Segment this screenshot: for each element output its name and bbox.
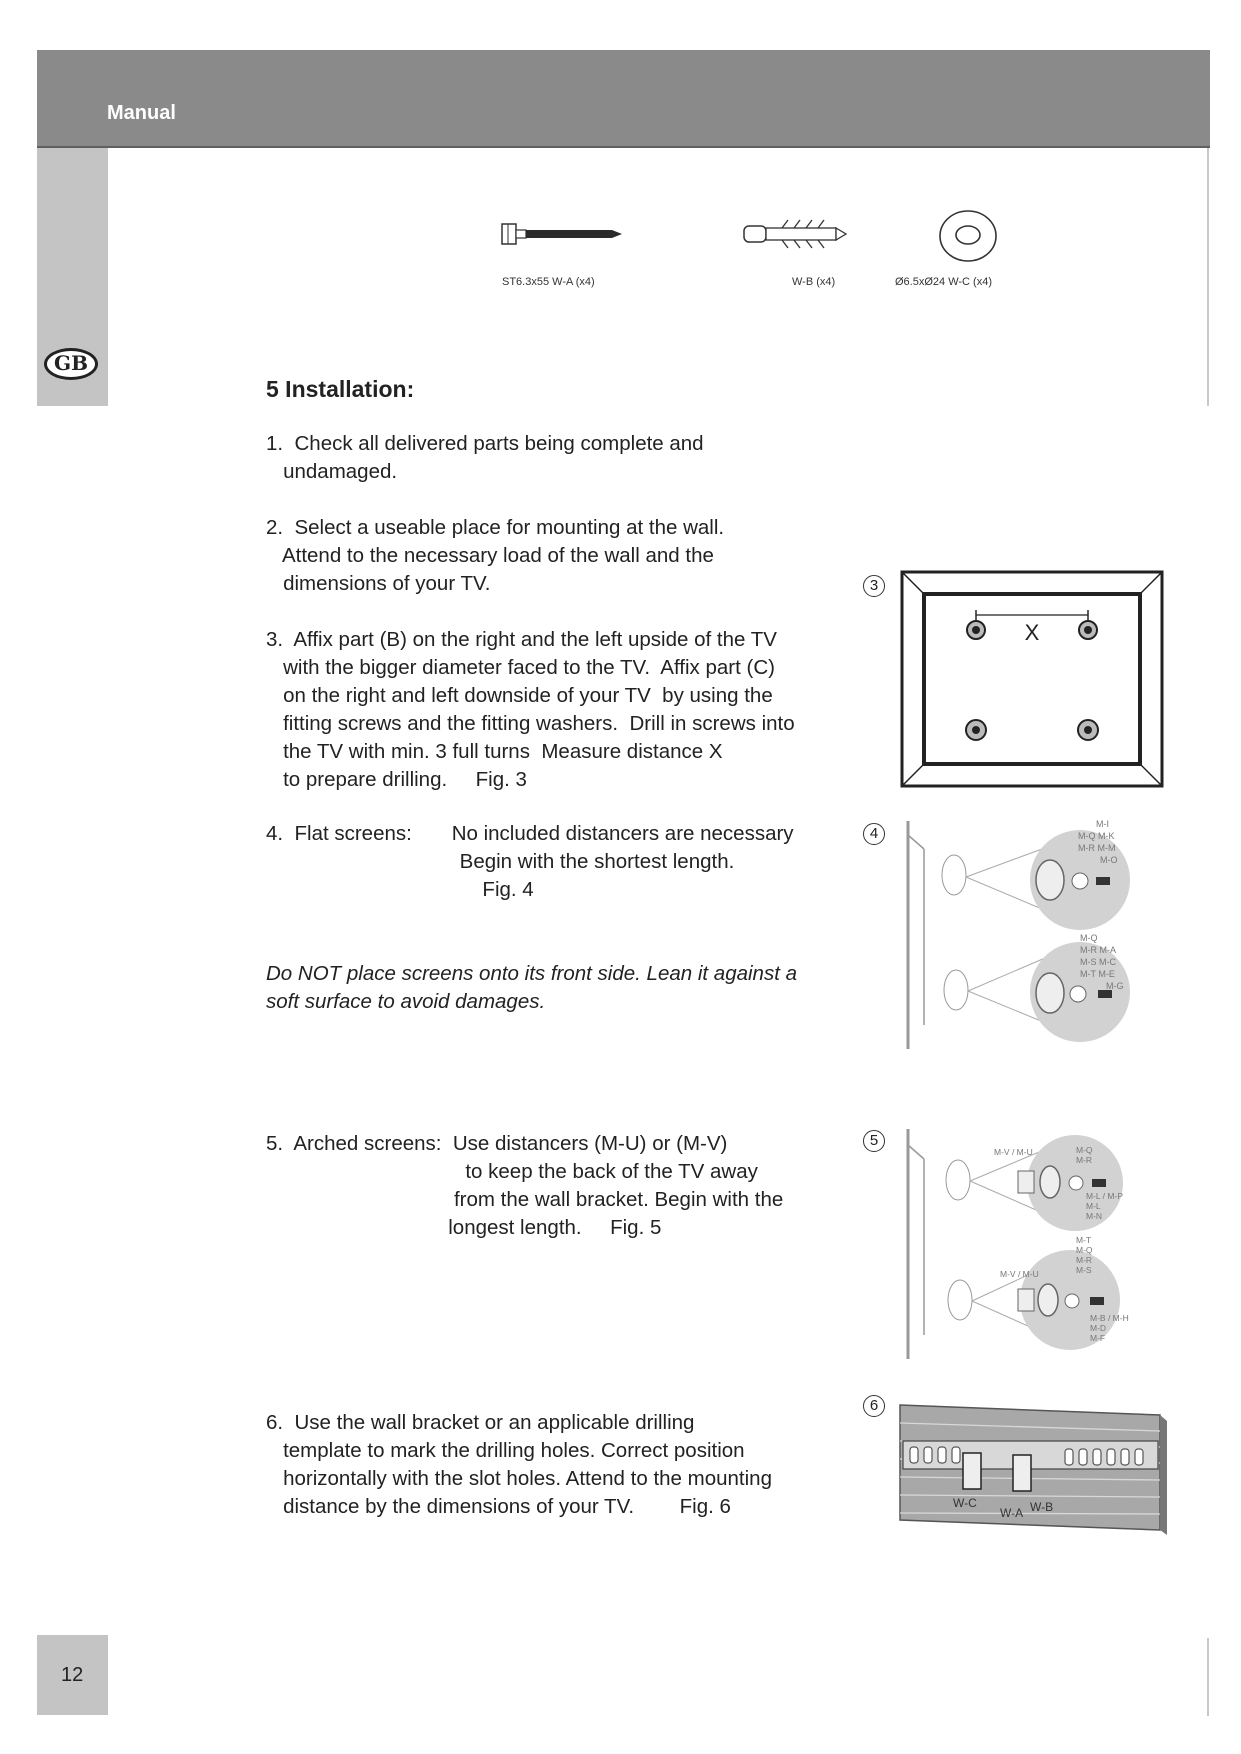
fig6-label: W-A <box>1000 1506 1024 1520</box>
step-5: 5. Arched screens: Use distancers (M-U) or (M-V) to keep the back of the TV away from the wall bracket. Begin with the longest length. Fig. 5 <box>266 1132 784 1239</box>
warning-note: Do NOT place screens onto its front side. Lean it against a soft surface to avoid damages. <box>266 962 797 1013</box>
fig5-label: M-R <box>1076 1255 1093 1265</box>
step-3: 3. Affix part (B) on the right and the left upside of the TV with the bigger diameter faced to the TV. Affix part (C) on the right and left downside of your TV by using the fitting screws and the fitting washers. Drill in screws into the TV with min. 3 full turns Measure distance X to prepare drilling. Fig. 3 <box>266 628 795 791</box>
fig5-label: M-S <box>1076 1265 1092 1275</box>
fig5-label: M-R <box>1076 1155 1093 1165</box>
language-tab <box>37 148 108 406</box>
step-4: 4. Flat screens: No included distancers are necessary Begin with the shortest length. Fig. 4 <box>266 822 794 901</box>
fig4-label: M-G <box>1106 981 1124 991</box>
fig6-label: W-C <box>953 1496 977 1510</box>
fig5-label: M-F <box>1090 1333 1106 1343</box>
fig5-number: 5 <box>863 1130 885 1152</box>
page-header <box>37 50 1210 148</box>
fig3-tv-back-diagram <box>900 570 1164 790</box>
language-badge: GB <box>44 348 98 380</box>
fig3-number: 3 <box>863 575 885 597</box>
fig4-number: 4 <box>863 823 885 845</box>
fig4-label: M-T M-E <box>1080 969 1115 979</box>
page-number-box <box>37 1635 108 1715</box>
washer-icon <box>935 208 1001 264</box>
page-number: 12 <box>61 1664 84 1686</box>
fig6-label: W-B <box>1030 1500 1054 1514</box>
part-label-washer: Ø6.5xØ24 W-C (x4) <box>895 276 992 288</box>
fig4-label: M-S M-C <box>1080 957 1116 967</box>
fig5-label: M-Q <box>1076 1245 1093 1255</box>
step-1: 1. Check all delivered parts being complete and undamaged. <box>266 432 704 483</box>
fig4-label: M-R M-A <box>1080 945 1116 955</box>
fig5-label: M-V / M-U <box>1000 1269 1039 1279</box>
fig5-label: M-T <box>1076 1235 1092 1245</box>
fig4-label: M-R M-M <box>1078 843 1116 853</box>
fig5-label: M-V / M-U <box>994 1147 1033 1157</box>
part-label-screw: ST6.3x55 W-A (x4) <box>502 276 595 288</box>
part-label-wall-plug: W-B (x4) <box>792 276 836 288</box>
fig6-number: 6 <box>863 1395 885 1417</box>
step-2: 2. Select a useable place for mounting at the wall. Attend to the necessary load of the wall and the dimensions of your TV. <box>266 516 725 595</box>
fig5-arched-screen-diagram <box>900 1125 1170 1365</box>
section-title: 5 Installation: <box>266 376 415 402</box>
fig4-label: M-O <box>1100 855 1118 865</box>
right-margin-line <box>1207 148 1209 406</box>
fig5-label: M-D <box>1090 1323 1107 1333</box>
fig5-label: M-N <box>1086 1211 1103 1221</box>
right-margin-line-bottom <box>1207 1638 1209 1716</box>
fig5-label: M-L / M-P <box>1086 1191 1123 1201</box>
fig5-label: M-Q <box>1076 1145 1093 1155</box>
wall-plug-icon <box>742 216 852 252</box>
fig3-label-x: X <box>1024 620 1040 645</box>
fig4-label: M-I <box>1096 819 1109 829</box>
fig5-label: M-B / M-H <box>1090 1313 1129 1323</box>
fig5-label: M-L <box>1086 1201 1101 1211</box>
fig6-wall-bracket-diagram <box>895 1395 1170 1545</box>
step-6: 6. Use the wall bracket or an applicable drilling template to mark the drilling holes. Correct position horizontally with the slot holes. Attend to the mounting distance by the dimensions of your TV. Fig. 6 <box>266 1411 772 1518</box>
fig4-label: M-Q <box>1080 933 1098 943</box>
fig4-label: M-Q M-K <box>1078 831 1115 841</box>
header-title: Manual <box>107 102 176 124</box>
fig4-flat-screen-diagram <box>900 815 1160 1055</box>
screw-icon <box>500 220 630 250</box>
